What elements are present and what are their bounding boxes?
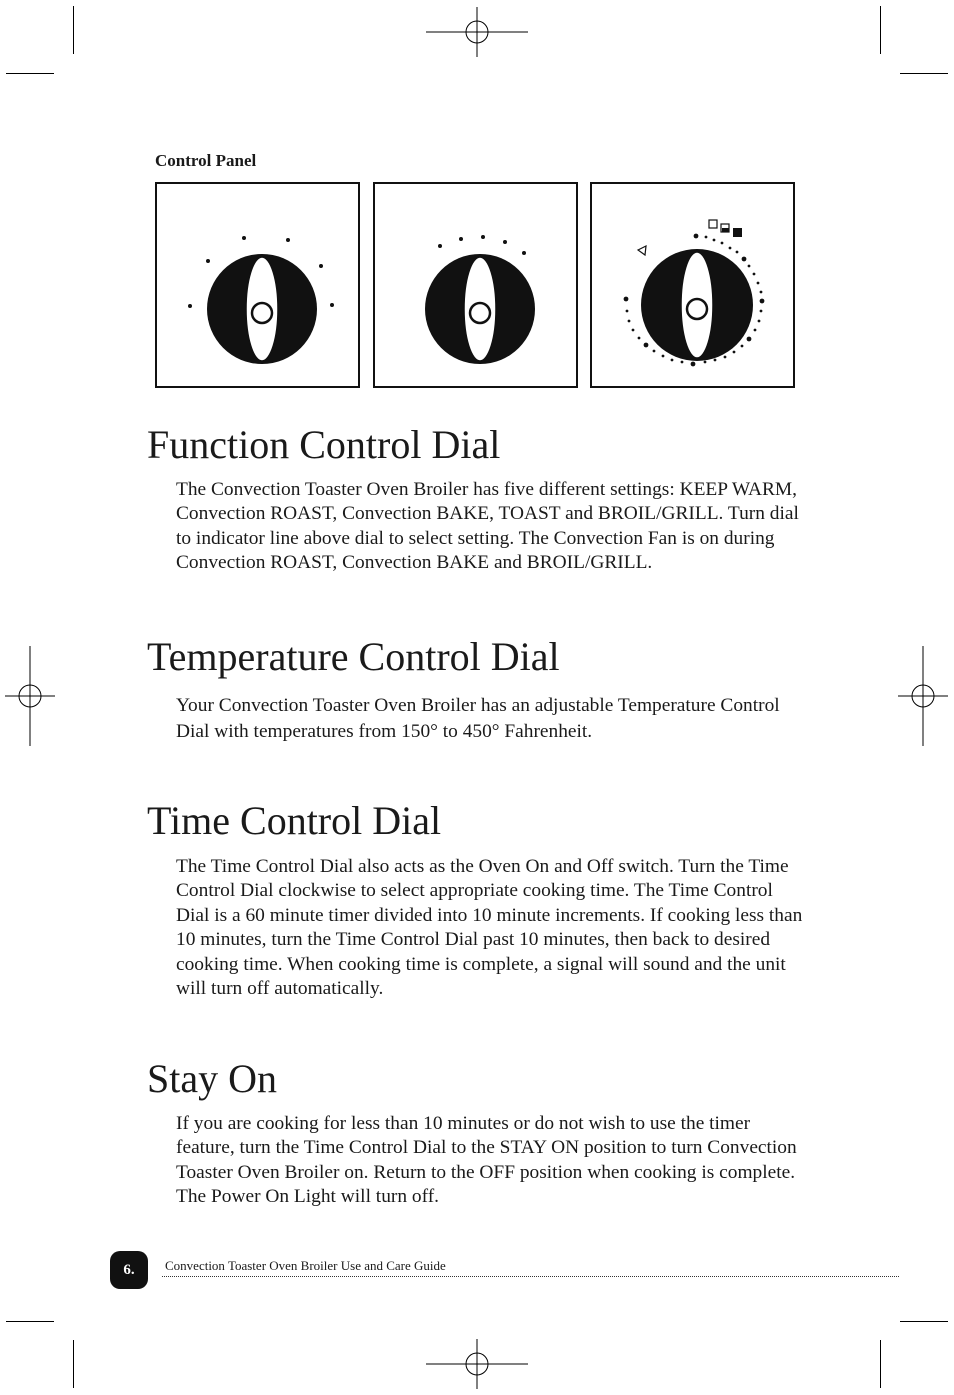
footer-divider (162, 1276, 899, 1277)
registration-mark-icon (426, 1339, 528, 1389)
crop-mark (73, 6, 74, 54)
crop-mark (880, 1340, 881, 1388)
stay-on-heading: Stay On (147, 1056, 277, 1101)
crop-mark (880, 6, 881, 54)
crop-mark (900, 1321, 948, 1322)
time-dial-box (590, 182, 795, 388)
function-heading: Function Control Dial (147, 422, 501, 467)
time-body: The Time Control Dial also acts as the Oven On and Off switch. Turn the Time Control Dial clockwise to select appropriate cooking time. The Time Control Dial is a 60 minute timer divided into 10 minute increments. If cooking less than 10 minutes, turn the Time Control Dial past 10 minutes, then back to desired cooking time. When cooking time is complete, a signal will sound and the unit will turn off automatically. (176, 856, 803, 1000)
function-dial-box (155, 182, 360, 388)
control-panel-label: Control Panel (155, 151, 257, 170)
registration-mark-icon (426, 7, 528, 57)
function-dial-icon (157, 184, 358, 386)
temperature-body: Your Convection Toaster Oven Broiler has an adjustable Temperature Control Dial with temperatures from 150° to 450° Fahrenheit. (176, 695, 780, 742)
crop-mark (900, 73, 948, 74)
dark-shade-icon (733, 228, 742, 237)
stay-on-body: If you are cooking for less than 10 minutes or do not wish to use the timer feature, turn the Time Control Dial to the STAY ON position to turn Convection Toaster Oven Broiler on. Return to the OFF position when cooking is complete. The Power On Light will turn off. (176, 1113, 797, 1208)
crop-mark (6, 1321, 54, 1322)
time-heading: Time Control Dial (147, 798, 442, 843)
light-shade-icon (709, 220, 717, 228)
crop-mark (73, 1340, 74, 1388)
page-number-badge: 6. (110, 1251, 148, 1289)
off-arrow-icon (638, 246, 646, 255)
temperature-heading: Temperature Control Dial (147, 634, 560, 679)
registration-mark-icon (5, 646, 55, 746)
footer-title: Convection Toaster Oven Broiler Use and Care Guide (165, 1258, 446, 1273)
crop-mark (6, 73, 54, 74)
function-body: The Convection Toaster Oven Broiler has five different settings: KEEP WARM, Convection ROAST, Convection BAKE, TOAST and BROIL/GRILL. Turn dial to indicator line above dial to select setting. The Convection Fan is on during Convection ROAST, Convection BAKE and BROIL/GRILL. (176, 479, 799, 574)
temperature-dial-icon (375, 184, 576, 386)
temperature-dial-box (373, 182, 578, 388)
registration-mark-icon (898, 646, 948, 746)
time-dial-icon (592, 184, 793, 386)
